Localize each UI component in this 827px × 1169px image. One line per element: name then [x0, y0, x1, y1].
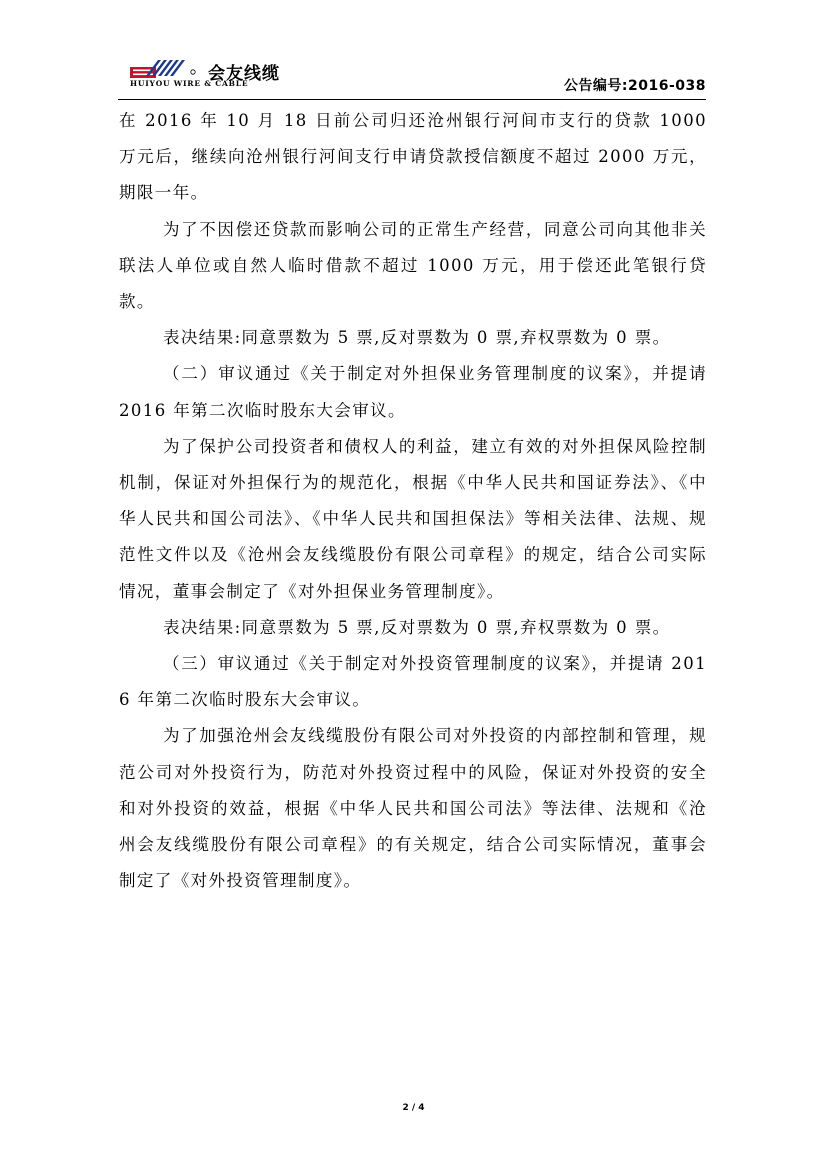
logo-chinese-name: 会友线缆: [208, 64, 280, 84]
paragraph-investment-policy: 为了加强沧州会友线缆股份有限公司对外投资的内部控制和管理，规范公司对外投资行为，防范对外投资过程中的风险，保证对外投资的安全和对外投资的效益，根据《中华人民共和国公司法》等法律、法规和《沧州会友线缆股份有限公司章程》的有关规定，结合公司实际情况，董事会制定了《对外投资管理制度》。: [119, 726, 707, 891]
document-body: [119, 103, 707, 899]
paragraph-temporary-borrowing: 为了不因偿还贷款而影响公司的正常生产经营，同意公司向其他非关联法人单位或自然人临时借款不超过 1000 万元，用于偿还此笔银行贷款。: [119, 219, 707, 312]
paragraph-loan-renewal: 在 2016 年 10 月 18 日前公司归还沧州银行河间市支行的贷款 1000 万元后，继续向沧州银行河间支行申请贷款授信额度不超过 2000 万元，期限一年。: [119, 111, 707, 203]
paragraph-resolution-2: （二）审议通过《关于制定对外担保业务管理制度的议案》，并提请 2016 年第二次临时股东大会审议。: [119, 364, 707, 420]
logo-english-name: HUIYOU WIRE & CABLE: [130, 79, 249, 88]
page-header: [118, 58, 706, 102]
notice-number: 公告编号:2016-038: [563, 78, 706, 94]
page-number: 2 / 4: [402, 1103, 425, 1113]
header-divider: [118, 99, 706, 100]
paragraph-vote-result-2: 表决结果:同意票数为 5 票,反对票数为 0 票,弃权票数为 0 票。: [163, 617, 671, 637]
paragraph-vote-result-1: 表决结果:同意票数为 5 票,反对票数为 0 票,弃权票数为 0 票。: [163, 328, 671, 348]
company-logo: [130, 58, 410, 94]
paragraph-guarantee-policy: 为了保护公司投资者和债权人的利益，建立有效的对外担保风险控制机制，保证对外担保行为的规范化，根据《中华人民共和国证券法》、《中华人民共和国公司法》、《中华人民共和国担保法》等相关法律、法规、规范性文件以及《沧州会友线缆股份有限公司章程》的规定，结合公司实际情况，董事会制定了《对外担保业务管理制度》。: [119, 436, 707, 601]
paragraph-resolution-3: （三）审议通过《关于制定对外投资管理制度的议案》，并提请 2016 年第二次临时股东大会审议。: [119, 654, 707, 710]
logo-mark-icon: [130, 58, 202, 80]
